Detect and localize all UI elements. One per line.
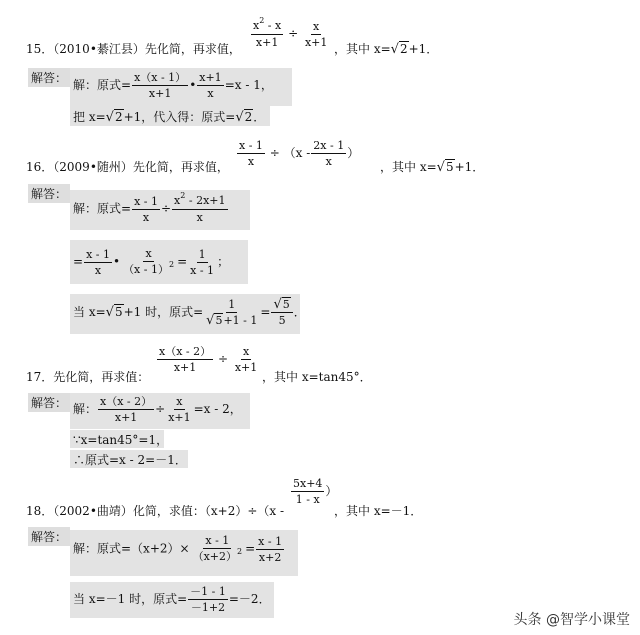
answer-label: 解答：: [28, 184, 70, 203]
problem-number: 15．: [26, 42, 54, 56]
fraction: $\frac{x}{x+1}$: [304, 19, 328, 49]
fraction: $\frac{x}{x+1}$: [234, 345, 258, 374]
fraction: $\frac{x+1}{x}$: [199, 71, 222, 100]
fraction: $\frac{5x+4}{1 - x}$: [293, 477, 323, 506]
problem-15-condition: ，其中 x=√2+1．: [334, 42, 439, 57]
fraction: $\frac{x^2 - 2x+1}{x}$: [174, 191, 226, 224]
sqrt-symbol: √5: [436, 160, 454, 175]
solution-18-step-1: 解：原式=（x+2）× $\frac{x - 1}{(x+2)^2}$ = $\frac{x - 1}{x+2}$: [73, 534, 283, 564]
fraction: $\frac{√5}{5}$: [271, 297, 292, 328]
fraction: $\frac{x - 1}{x}$: [134, 194, 158, 224]
solution-16-step-1: 解：原式= $\frac{x - 1}{x}$ ÷ $\frac{x^2 - 2x+1}{x}$: [73, 191, 226, 224]
problem-15-expression: [250, 18, 330, 50]
divide-operator: ÷: [288, 26, 299, 41]
solution-17-step-3: ∴原式=x - 2=－1．: [73, 453, 187, 467]
problem-18-expression: $\frac{5x+4}{1 - x}$ ）: [293, 477, 338, 506]
sqrt-symbol: √2: [235, 110, 253, 125]
problem-17-stem: 17．先化简，再求值：: [26, 370, 150, 384]
solution-16-step-2: = $\frac{x - 1}{x}$ • $\frac{x}{(x - 1)^2}$ = $\frac{1}{x - 1}$ ；: [73, 247, 230, 277]
fraction: $\frac{x - 1}{x}$: [86, 247, 110, 277]
fraction: $\frac{x}{(x - 1)^2}$: [123, 247, 175, 276]
sqrt-symbol: √2: [390, 42, 408, 57]
fraction: $\frac{x}{x+1}$: [168, 395, 191, 424]
answer-label: 解答：: [28, 527, 70, 546]
fraction: $\frac{1}{x - 1}$: [190, 247, 215, 277]
solution-17-step-1: 解： $\frac{x(x - 2)}{x+1}$ ÷ $\frac{x}{x+1}$ =x - 2，: [73, 395, 242, 424]
fraction: $\frac{x - 1}{x+2}$: [258, 534, 283, 564]
fraction: $\frac{x - 1}{x}$: [239, 139, 263, 168]
problem-18-condition: ，其中 x=－1．: [334, 504, 423, 518]
problem-16-expression: $\frac{x - 1}{x}$ ÷ （x - $\frac{2x - 1}{x}$ ）: [239, 139, 360, 168]
sqrt-symbol: √5: [105, 305, 123, 320]
fraction: $\frac{x(x - 1)}{x+1}$: [134, 71, 187, 100]
watermark: 头条 @智学小课堂: [513, 612, 630, 628]
problem-17-condition: ，其中 x=tan45°．: [262, 370, 372, 384]
problem-task: 先化简，再求值，: [144, 42, 241, 56]
solution-16-step-3: 当 x=√5+1 时，原式= $\frac{1}{√5+1 - 1}$ = $\frac{√5}{5}$ ．: [73, 297, 306, 328]
fraction: $\frac{x^2 - x}{x+1}$: [253, 16, 282, 49]
solution-15-step-2: 把 x=√2+1，代入得：原式=√2．: [73, 110, 266, 125]
solution-18-step-2: 当 x=－1 时，原式= $\frac{-1 - 1}{-1+2}$ =－2．: [73, 585, 271, 614]
answer-label: 解答：: [28, 68, 70, 87]
fraction: $\frac{2x - 1}{x}$: [313, 139, 345, 168]
problem-18-stem: 18．（2002•曲靖）化简，求值：（x+2）÷（x -: [26, 504, 285, 518]
problem-source: （2010•綦江县）: [53, 42, 145, 56]
sqrt-symbol: √2: [105, 110, 123, 125]
fraction: $\frac{x - 1}{(x+2)^2}$: [192, 534, 243, 563]
fraction: $\frac{1}{√5+1 - 1}$: [206, 298, 258, 328]
fraction: $\frac{-1 - 1}{-1+2}$: [190, 585, 226, 614]
problem-17-expression: $\frac{x(x - 2)}{x+1}$ ÷ $\frac{x}{x+1}$: [159, 345, 258, 374]
problem-16-stem: 16．（2009•随州）先化简，再求值，: [26, 160, 229, 174]
fraction: $\frac{x(x - 2)}{x+1}$: [159, 345, 212, 374]
answer-label: 解答：: [28, 393, 70, 412]
solution-17-step-2: ∵x=tan45°=1，: [73, 433, 169, 447]
problem-15-stem: [26, 40, 241, 57]
problem-16-condition: ，其中 x=√5+1．: [380, 160, 485, 175]
solution-15-step-1: 解：原式= $\frac{x(x - 1)}{x+1}$ • $\frac{x+1}{x}$ =x - 1，: [73, 71, 273, 100]
fraction: $\frac{x(x - 2)}{x+1}$: [100, 395, 153, 424]
